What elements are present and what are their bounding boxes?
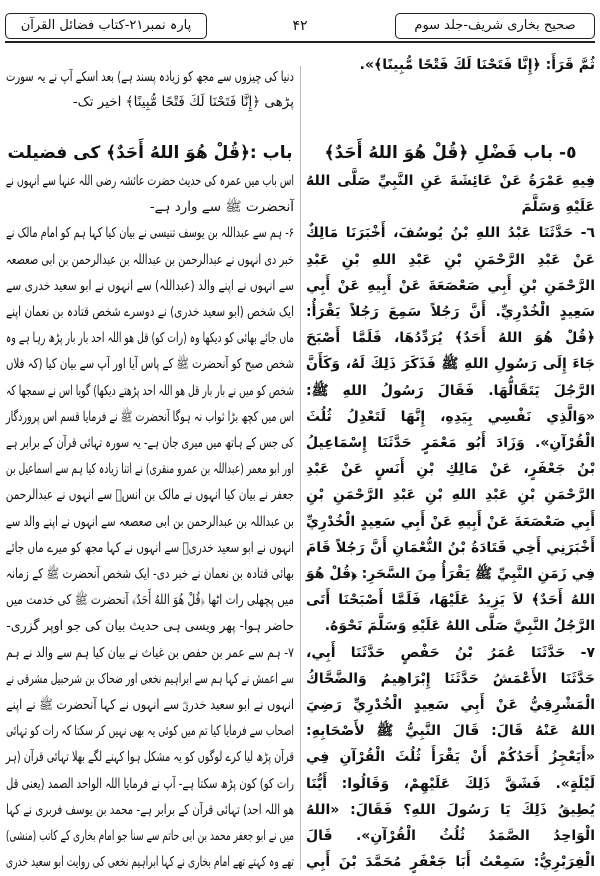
urdu-text-line: جعفر نے بیان کیا انہوں نے مالک بن انسؓ سے انہوں نے عبدالرحمن xyxy=(5,487,295,504)
arabic-text-line: بْنُ جَعْفَرٍ، عَنْ مَالِكِ بْنِ أَنَسٍ عَنْ عَبْدِ xyxy=(306,461,595,478)
arabic-text-line: جَاءَ إِلَى رَسُولِ اللهِ ﷺ فَذَكَرَ ذَلِكَ لَهُ، وَكَأَنَّ xyxy=(306,356,595,373)
arabic-text-line: «أَيَعْجِزُ أَحَدُكُمْ أَنْ يَقْرَأَ ثُلُثَ الْقُرْآنِ فِي xyxy=(306,749,595,766)
arabic-text-line: يُطِيقُ ذَلِكَ يَا رَسُولَ اللهِ؟ فَقَالَ: «اللهُ xyxy=(306,801,595,818)
urdu-text-line: شخص کو میں نے بار بار قل ھو اللہ احد پڑھتے دیکھا) گویا اس نے سمجھا کہ xyxy=(6,382,294,399)
arabic-text-line: لَيْلَةٍ». فَشَقَّ ذَلِكَ عَلَيْهِمْ، وَقَالُوا: أَيُّنَا xyxy=(306,775,595,792)
arabic-text-line: فِيهِ عَمْرَةُ عَنْ عَائِشَةَ عَنِ النَّبِيِّ صَلَّى اللهُ xyxy=(306,173,595,189)
urdu-text-line: انہوں نے ابو سعید خدریؓ سے انہوں نے کہا آنحضرت ﷺ نے اپنے xyxy=(6,697,294,713)
arabic-text-line: حَدَّثَنَا الأَعْمَشُ حَدَّثَنَا إِبْرَاهِيمُ وَالضَّحَّاكُ xyxy=(306,670,595,687)
arabic-text-line: الْقُرْآنِ». وَزَادَ أَبُو مَعْمَرٍ حَدَّثَنَا إِسْمَاعِيلُ xyxy=(306,435,595,451)
urdu-top-line: پڑھی ﴿إِنَّا فَتَحْنَا لَكَ فَتْحًا مُّبِينًا﴾ اخیر تک- xyxy=(72,94,294,110)
urdu-text-line: ھو اللہ احد) تہائی قرآن کے برابر ہے- محمد بن یوسف فربری نے کہا xyxy=(6,801,294,818)
urdu-text-line: آنحضرت ﷺ سے وارد ہے- xyxy=(149,199,294,216)
urdu-text-line: اور ابو معمر (عبداللہ بن عمرو منقری) نے اتنا زیادہ کیا ہم سے اسماعیل بن xyxy=(5,461,295,478)
arabic-text-line: ٧- حَدَّثَنَا عُمَرُ بْنُ حَفْصٍ حَدَّثَنَا أَبِي، xyxy=(306,644,595,661)
arabic-text-line: اللهُ عَنْهُ قَالَ: قَالَ النَّبِيُّ ﷺ لأَصْحَابِهِ: xyxy=(306,723,595,740)
urdu-text-line: اس باب میں عمرہ کی حدیث حضرت عائشہ رضی اللہ عنہا سے انہوں نے xyxy=(5,173,294,189)
urdu-chapter-heading: باب :﴿قُلْ هُوَ اللهُ أَحَدٌ﴾ کی فضیلت xyxy=(7,143,293,163)
urdu-text-line: ۷- ہم سے عمر بن حفص بن غیاث نے بیان کیا ہم سے والد نے ہم xyxy=(6,644,294,661)
urdu-text-line: رات کو) کون پڑھ سکتا ہے- آپ نے فرمایا اللہ الواحد الصمد (یعنی قل xyxy=(6,775,294,792)
urdu-text-line: سے اعمش نے کہا ہم سے ابراہیم نخعی اور ضحاک بن شرحبیل مشرقی نے xyxy=(6,670,294,687)
urdu-text-line: ماں جائے بھائی کو دیکھا وہ (رات کو) قل ھو اللہ احد بار بار پڑھ رہا ہے وہ xyxy=(5,330,295,347)
column-divider xyxy=(300,66,301,870)
urdu-text-line: میں نے ابو جعفر محمد بن ابی حاتم سے سنا جو امام بخاری کے کاتب (منشی) xyxy=(5,828,295,844)
urdu-text-line: بھائی قتادہ بن نعمان نے خبر دی- ایک شخص آنحضرت ﷺ کے زمانہ xyxy=(6,566,294,582)
arabic-text-line: أَخْبَرَنِي أَخِي قَتَادَةُ بْنُ النُّعْمَانِ أَنَّ رَجُلاً قَامَ xyxy=(306,539,595,556)
chapter-label: پارہ نمبر۲۱-کتاب فضائل القرآن xyxy=(5,13,207,39)
urdu-text-line: حاضر ہوا- پھر ویسی ہی حدیث بیان کی جو اوپر گزری- xyxy=(6,618,294,635)
arabic-text-line: سَعِيدٍ الْخُدْرِيِّ. أَنَّ رَجُلاً سَمِعَ رَجُلاً يَقْرَأُ: xyxy=(306,304,595,320)
urdu-text-line: شخص صبح کو آنحضرت ﷺ کے پاس آیا اور آپ سے بیان کیا (کہ فلاں xyxy=(6,356,294,373)
arabic-text-line: عَلَيْهِ وَسَلَّمَ xyxy=(521,199,595,216)
arabic-text-line: الرَّجُلُ النَّبِيَّ صَلَّى اللهُ عَلَيْهِ وَسَلَّمَ نَحْوَهُ. xyxy=(324,618,595,635)
urdu-text-line: کی جس کے ہاتھ میں میری جان ہے- یہ سورہ تہائی قرآن کے برابر ہے xyxy=(6,435,294,451)
arabic-text-line: ﴿قُلْ هُوَ اللهُ أَحَدٌ﴾ يُرَدِّدُهَا، فَلَمَّا أَصْبَحَ xyxy=(306,330,595,347)
urdu-text-line: ۶- ہم سے عبداللہ بن یوسف تنیسی نے بیان کیا کہا ہم کو امام مالک نے xyxy=(6,225,294,242)
arabic-text-line: «وَالَّذِي نَفْسِي بِيَدِهِ، إِنَّهَا لَتَعْدِلُ ثُلُثَ xyxy=(306,408,595,425)
urdu-text-line: انہوں نے ابو سعید خدریؓ سے انہوں نے کہا مجھ کو میرے ماں جائے xyxy=(5,539,295,556)
arabic-text-line: أَبِي صَعْصَعَةَ عَنْ أَبِيهِ عَنْ أَبِي سَعِيدٍ الْخُدْرِيِّ xyxy=(306,513,595,530)
header-rule xyxy=(5,41,595,43)
arabic-text-line: اللهُ أَحَدٌ﴾ لاَ يَزِيدُ عَلَيْهَا، فَلَمَّا أَصْبَحْنَا أَتَى xyxy=(306,592,595,609)
urdu-text-line: سے انہوں نے اپنے والد (عبداللہ) سے انہوں نے ابو سعید خدری سے xyxy=(5,277,294,294)
urdu-text-line: بن عبداللہ بن عبدالرحمن بن ابی صعصعہ سے انہوں نے اپنے والد سے xyxy=(5,513,295,530)
urdu-text-line: میں پچھلی رات اٹھا ﴿قُلْ هُوَ اللهُ أَحَدٌ﴾ آنحضرت ﷺ کی خدمت میں xyxy=(6,592,294,609)
arabic-text-line: الْفِرَبْرِيُّ: سَمِعْتُ أَبَا جَعْفَرٍ مُحَمَّدَ بْنَ أَبِي xyxy=(306,854,595,871)
arabic-text-line: ٦- حَدَّثَنَا عَبْدُ اللهِ بْنُ يُوسُفَ، أَخْبَرَنَا مَالِكٌ xyxy=(306,225,595,242)
arabic-text-line: الْمَشْرِقِيُّ عَنْ أَبِي سَعِيدٍ الْخُدْرِيِّ رَضِيَ xyxy=(306,697,595,713)
arabic-text-line: الرَّحْمَنِ بْنِ أَبِي صَعْصَعَةَ عَنْ أَبِيهِ عَنْ أَبِي xyxy=(306,277,595,294)
arabic-text-line: الرَّجُلَ يَتَقَالُّهَا. فَقَالَ رَسُولُ اللهِ ﷺ: xyxy=(306,382,595,399)
arabic-text-line: فِي زَمَنِ النَّبِيِّ ﷺ يَقْرَأُ مِنَ السَّحَرِ: ﴿قُلْ هُوَ xyxy=(306,566,595,582)
urdu-top-line: دنیا کی چیزوں سے مجھ کو زیادہ پسند ہے) بعد اسکے آپ نے یہ سورت xyxy=(6,69,294,85)
arabic-text-line: عَنْ عَبْدِ الرَّحْمَنِ بْنِ عَبْدِ اللهِ بْنِ عَبْدِ xyxy=(306,251,595,268)
arabic-chapter-heading: ٥- باب فَضْلِ ﴿قُلْ هُوَ اللهُ أَحَدٌ﴾ xyxy=(324,143,577,163)
arabic-text-line: الرَّحْمَنِ بْنِ عَبْدِ اللهِ بْنِ عَبْدِ الرَّحْمَنِ بْنِ xyxy=(306,487,595,504)
page-number: ۴۲ xyxy=(292,18,308,34)
arabic-text-line: الْوَاحِدُ الصَّمَدُ ثُلُثُ الْقُرْآنِ». قَالَ xyxy=(306,828,595,844)
arabic-top-line: ثُمَّ قَرَأَ: ﴿إِنَّا فَتَحْنَا لَكَ فَتْحًا مُّبِينًا﴾». xyxy=(359,57,595,73)
urdu-text-line: خبر دی انہوں نے عبدالرحمن بن عبداللہ بن عبدالرحمن بن ابی صعصعہ xyxy=(6,251,294,268)
urdu-text-line: اصحاب سے فرمایا کیا تم میں کوئی یہ بھی نہیں کر سکتا کہ رات کو تہائی xyxy=(5,723,295,740)
urdu-text-line: ایک شخص (ابو سعید خدری) نے دوسرے شخص قتادہ بن نعمان اپنے xyxy=(6,304,294,320)
urdu-text-line: اس میں کچھ بڑا ثواب نہ ہوگا آنحضرت ﷺ نے فرمایا قسم اس پروردگار xyxy=(6,408,294,425)
urdu-text-line: قرآن پڑھ لیا کرے لوگوں کو یہ مشکل ہوا کہنے لگے بھلا تہائی قرآن (ہر xyxy=(5,749,294,766)
book-volume-label: صحیح بخاری شریف-جلد سوم xyxy=(395,13,595,39)
urdu-text-line: تھے وہ کہتے تھے امام بخاری نے کہا ابراہیم نخعی کی روایت ابو سعید خدری xyxy=(5,854,295,871)
